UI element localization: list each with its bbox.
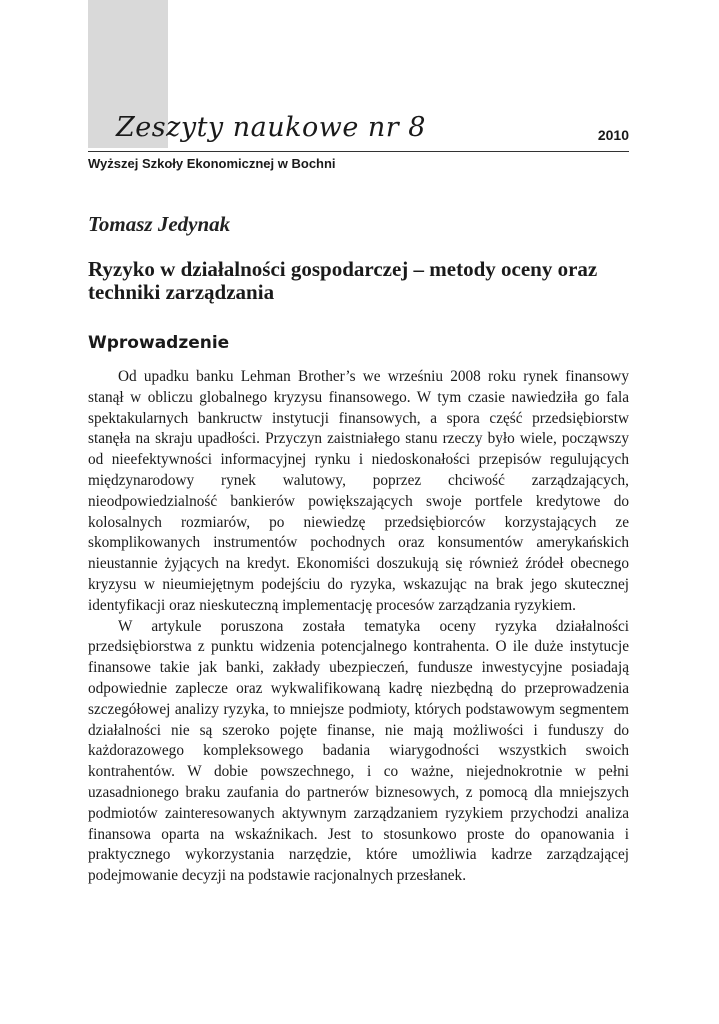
body-paragraph: Od upadku banku Lehman Brother’s we wrześniu 2008 roku rynek finansowy stanął w obliczu globalnego kryzysu finansowego. W tym czasie nawiedziła go fala spektakularnych bankructw instytucji finansowych, a spora część przedsiębiorstw stanęła na skraju upadłości. Przyczyn zaistniałego stanu rzeczy było wiele, począwszy od nieefektywności informacyjnej rynku i niedoskonałości przepisów regulujących międzynarodowy rynek walutowy, poprzez chciwość zarządzających, nieodpowiedzialność bankierów powiększających swoje portfele kredytowe do kolosalnych rozmiarów, po niewiedzę przedsiębiorców korzystających ze skomplikowanych instrumentów pochodnych oraz konsumentów amerykańskich nieustannie żyjących na kredyt. Ekonomiści doszukują się również źródeł obecnego kryzysu w nieumiejętnym podejściu do ryzyka, wskazując na brak jego skutecznej identyfikacji oraz nieskuteczną implementację procesów zarządzania ryzykiem. bbox=[88, 368, 629, 614]
publication-year: 2010 bbox=[597, 127, 629, 143]
school-name: Wyższej Szkoły Ekonomicznej w Bochni bbox=[88, 156, 336, 171]
article-author: Tomasz Jedynak bbox=[88, 212, 231, 236]
section-heading: Wprowadzenie bbox=[88, 333, 230, 353]
article-body bbox=[88, 367, 629, 887]
body-paragraph: W artykule poruszona została tematyka oceny ryzyka działalności przedsiębiorstwa z punktu widzenia potencjalnego kontrahenta. O ile duże instytucje finansowe takie jak banki, zakłady ubezpieczeń, fundusze inwestycyjne posiadają odpowiednie zaplecze oraz wykwalifikowaną kadrę niezbędną do przeprowadzenia szczegółowej analizy ryzyka, to mniejsze podmioty, których podstawowym segmentem działalności nie są szeroko pojęte finanse, nie mają możliwości i funduszy do każdorazowego kompleksowego badania wiarygodności wszystkich swoich kontrahentów. W dobie powszechnego, i co ważne, niejednokrotnie w pełni uzasadnionego braku zaufania do partnerów biznesowych, z pomocą dla mniejszych podmiotów zainteresowanych aktywnym zarządzaniem ryzykiem przychodzi analiza finansowa oparta na wskaźnikach. Jest to stosunkowo proste do opanowania i praktycznego wykorzystania narzędzie, które umożliwia kadrze zarządzającej podejmowanie decyzji na podstawie racjonalnych przesłanek. bbox=[88, 617, 629, 885]
header-divider bbox=[88, 151, 629, 152]
article-title: Ryzyko w działalności gospodarczej – metody oceny oraz techniki zarządzania bbox=[88, 257, 598, 304]
journal-title: Zeszyty naukowe nr 8 bbox=[116, 112, 426, 143]
